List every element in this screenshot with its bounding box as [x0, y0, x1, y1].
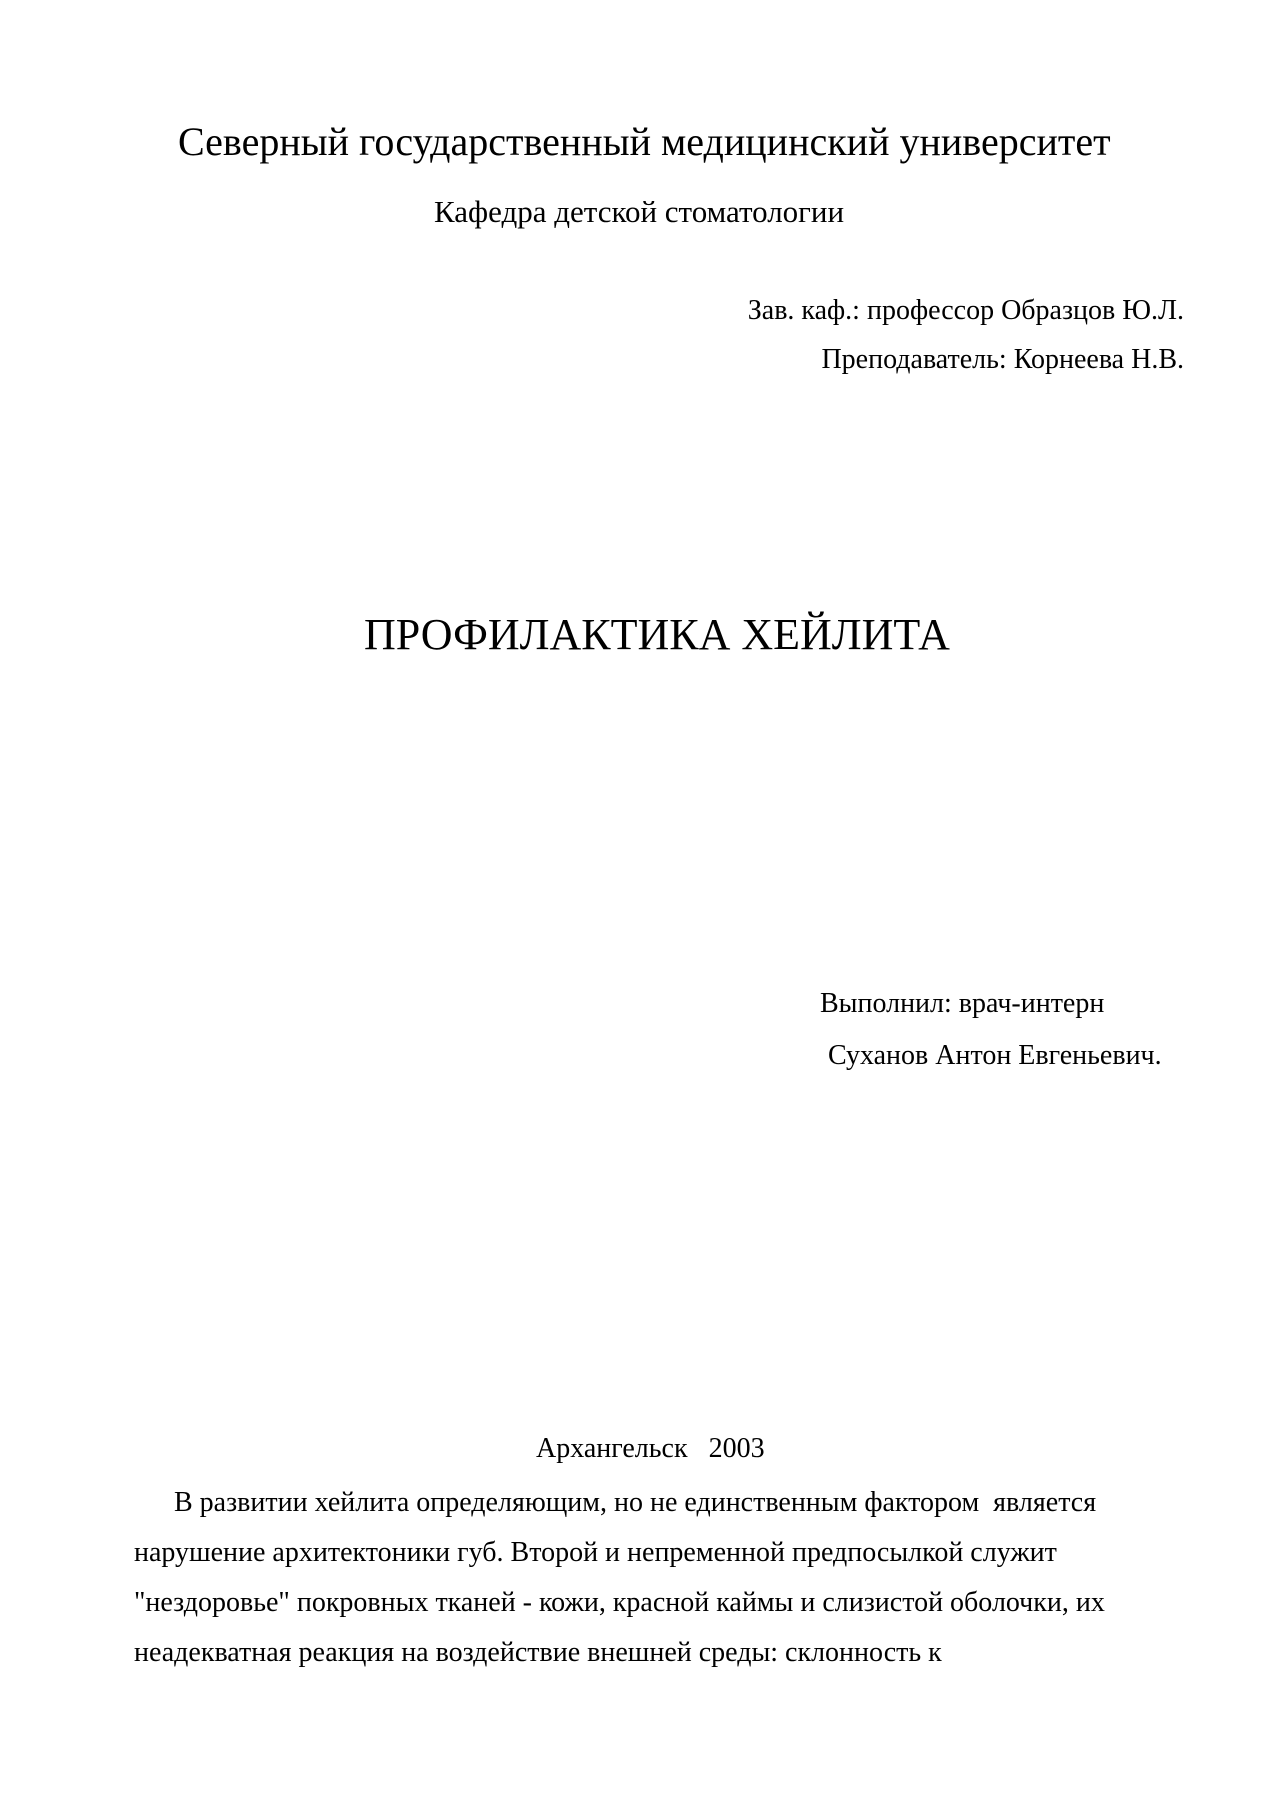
university-name: Северный государственный медицинский университет: [178, 119, 1111, 164]
body-line: "нездоровье" покровных тканей - кожи, красной каймы и слизистой оболочки, их: [134, 1587, 1105, 1618]
body-line: нарушение архитектоники губ. Второй и непременной предпосылкой служит: [134, 1537, 1057, 1568]
document-title: ПРОФИЛАКТИКА ХЕЙЛИТА: [364, 610, 950, 659]
body-paragraph: [134, 1478, 1194, 1678]
teacher-name: Преподаватель: Корнеева Н.В.: [821, 344, 1184, 375]
head-of-department: Зав. каф.: профессор Образцов Ю.Л.: [747, 295, 1184, 326]
performer-name: Суханов Антон Евгеньевич.: [828, 1040, 1162, 1071]
department-name: Кафедра детской стоматологии: [434, 194, 845, 229]
body-line: неадекватная реакция на воздействие внешней среды: склонность к: [134, 1637, 942, 1668]
body-line: В развитии хейлита определяющим, но не единственным фактором является: [174, 1487, 1097, 1518]
city-and-year: Архангельск 2003: [536, 1433, 765, 1464]
performer-role: Выполнил: врач-интерн: [820, 988, 1105, 1019]
